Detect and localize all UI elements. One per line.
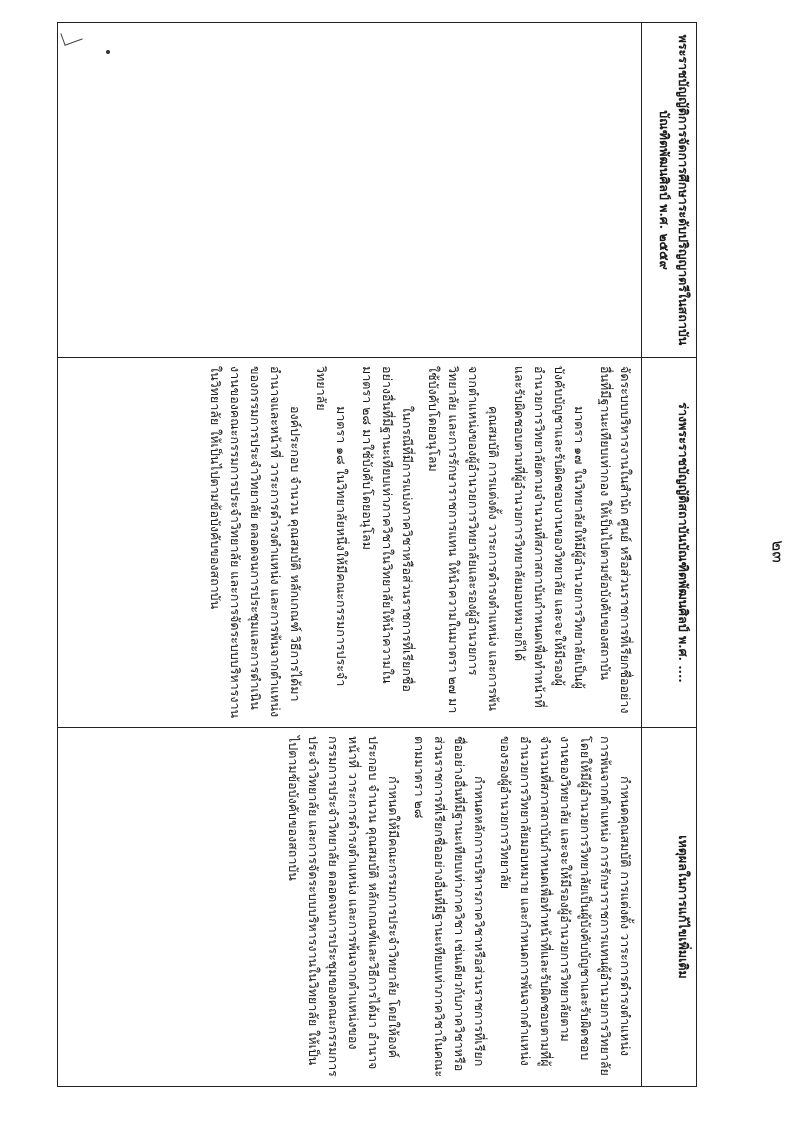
header-draft-act: ร่างพระราชบัญญัติสถาบันบัณฑิตพัฒนศิลป์ พ.ศ. .... [642, 358, 697, 728]
draft-paragraph: มาตรา ๑๘ ในวิทยาลัยหนึ่งให้มีคณะกรรมการประจำวิทยาลัย [314, 366, 349, 687]
table-header-row [642, 23, 697, 1087]
cell-current-act [58, 23, 642, 358]
rotated-sheet [57, 22, 697, 1086]
reason-paragraph: กำหนดให้มีคณะกรรมการประจำวิทยาลัย โดยให้องค์ประกอบ จำนวน คุณสมบัติ หลักเกณฑ์และวิธีการได้มา อำนาจหน้าที่ วาระการดำรงตำแหน่ง และการพ้นจากตำแหน่งของกรรมการประจำวิทยาลัย ตลอดจนการประชุมของคณะกรรมการประจำวิทยาลัย และการจัดระบบบริหารงานในวิทยาลัย ให้เป็นไปตามข้อบังคับของสถาบัน [286, 736, 401, 1077]
draft-paragraph: คุณสมบัติ การแต่งตั้ง วาระการดำรงตำแหน่ง และการพ้นจากตำแหน่งของผู้อำนวยการวิทยาลัยและรองผู้อำนวยการวิทยาลัย และการรักษาราชการแทน ให้นำความในมาตรา ๒๗ มาใช้บังคับโดยอนุโลม [426, 366, 501, 714]
draft-paragraph: ในกรณีที่มีการแบ่งภาควิชาหรือส่วนราชการที่เรียกชื่ออย่างอื่นที่มีฐานะเทียบเท่าภาควิชาในวิทยาลัยให้นำความในมาตรา ๒๘ มาใช้บังคับโดยอนุโลม [360, 366, 415, 692]
cell-reasons [58, 728, 642, 1087]
table-body-row [58, 23, 642, 1087]
draft-paragraph: องค์ประกอบ จำนวน คุณสมบัติ หลักเกณฑ์ วิธีการได้มา อำนาจและหน้าที่ วาระการดำรงตำแหน่ง และการพ้นจากตำแหน่งของกรรมการประจำวิทยาลัย ตลอดจนการประชุมและการดำเนินงานของคณะกรรมการประจำวิทยาลัย และการจัดระบบบริหารงานในวิทยาลัย ให้เป็นไปตามข้อบังคับของสถาบัน [208, 366, 303, 719]
reason-paragraph: กำหนดหลักการบริหารภาควิชาหรือส่วนราชการที่เรียกชื่ออย่างอื่นที่มีฐานะเทียบเท่าภาควิชา เช่นเดียวกับภาควิชาหรือส่วนราชการที่เรียกชื่ออย่างอื่นที่มีฐานะเทียบเท่าภาควิชาในคณะ ตามมาตรา ๒๘ [412, 736, 487, 1078]
reason-paragraph: กำหนดคุณสมบัติ การแต่งตั้ง วาระการดำรงตำแหน่ง การพ้นจากตำแหน่ง การรักษาราชการแทนผู้อำนวยการวิทยาลัย โดยให้มีผู้อำนวยการวิทยาลัยเป็นผู้บังคับบัญชาและรับผิดชอบงานของวิทยาลัย และจะให้มีรองผู้อำนวยการวิทยาลัยตามจำนวนที่สภาสถาบันกำหนดเพื่อทำหน้าที่และรับผิดชอบตามที่ผู้อำนวยการวิทยาลัยมอบหมาย และกำหนดการพ้นจากตำแหน่งของรองผู้อำนวยการวิทยาลัย [498, 736, 633, 1076]
comparison-table [57, 22, 697, 1087]
cell-draft-act [58, 358, 642, 728]
page-number: ๒๓ [767, 540, 788, 563]
draft-paragraph: มาตรา ๑๗ ในวิทยาลัยให้มีผู้อำนวยการวิทยาลัยเป็นผู้บังคับบัญชาและรับผิดชอบงานของวิทยาลัย และจะให้มีรองผู้อำนวยการวิทยาลัยตามจำนวนที่สภาสถาบันกำหนดเพื่อทำหน้าที่และรับผิดชอบตามที่ผู้อำนวยการวิทยาลัยมอบหมายก็ได้ [512, 366, 587, 708]
header-reasons: เหตุผลในการแก้ไขเพิ่มเติม [642, 728, 697, 1087]
header-current-act: พระราชบัญญัติการจัดการศึกษาระดับปริญญาตรีในสถาบันบัณฑิตพัฒนศิลป์ พ.ศ. ๒๕๕๙ [642, 23, 697, 358]
draft-paragraph: จัดระบบบริหารงานในสำนัก ศูนย์ หรือส่วนราชการที่เรียกชื่ออย่างอื่นที่มีฐานะเทียบเท่ากอง ให้เป็นไปตามข้อบังคับของสถาบัน [598, 366, 633, 714]
